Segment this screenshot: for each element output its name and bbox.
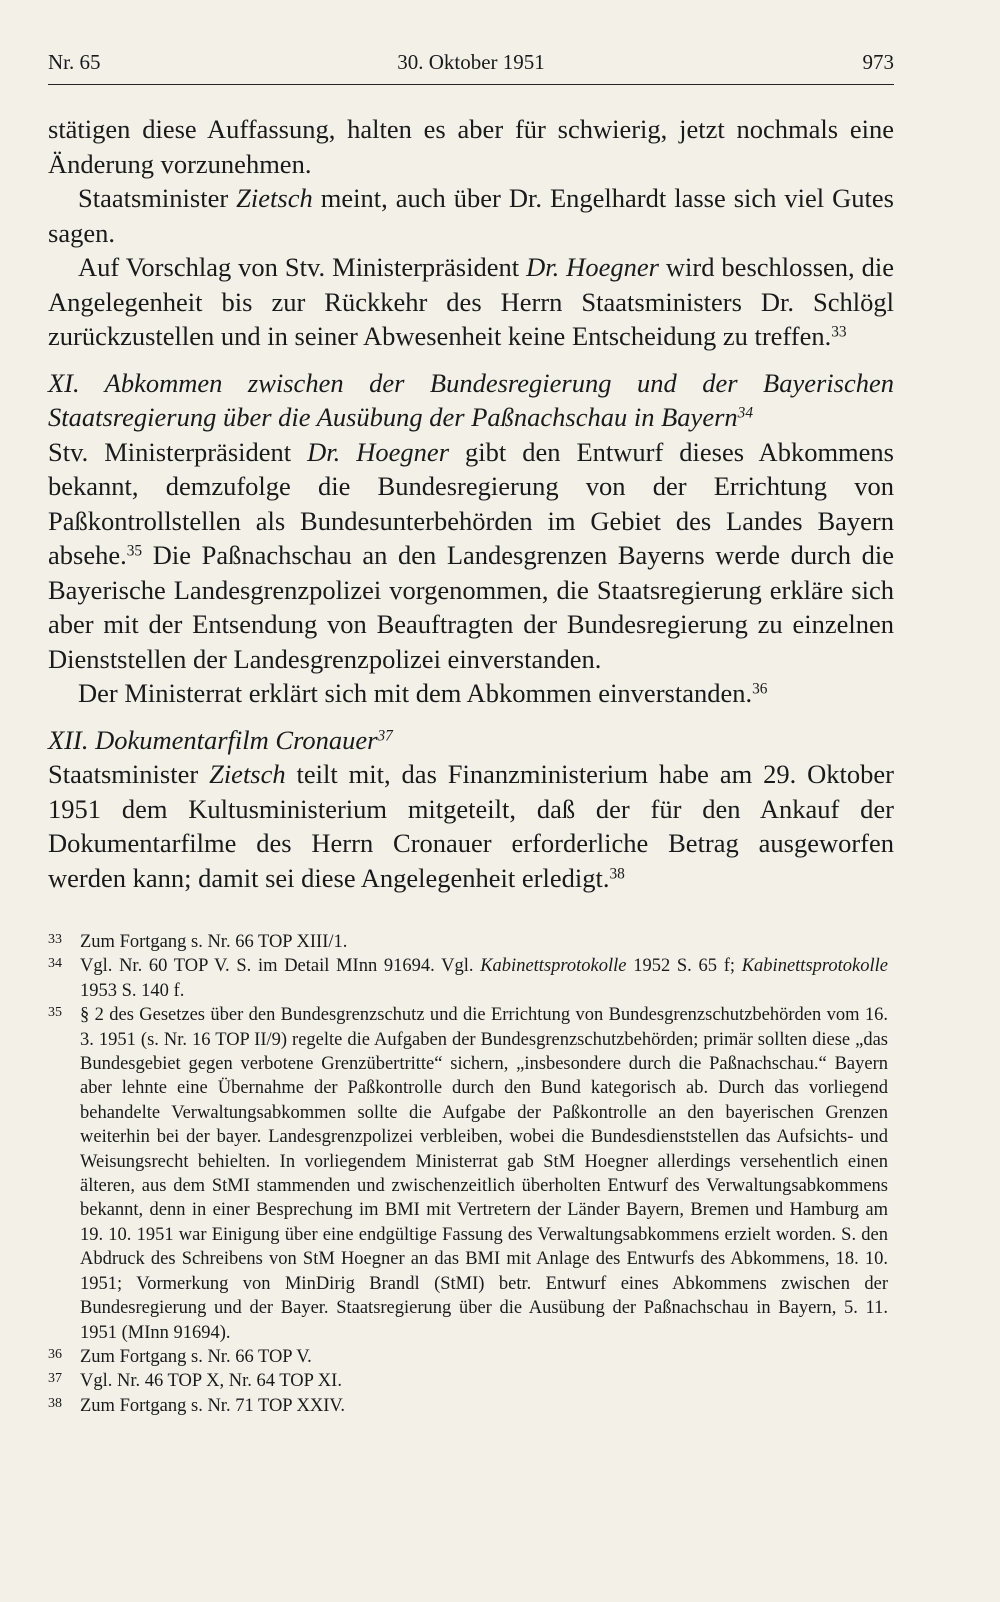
footnote-ref: 33	[831, 323, 847, 341]
footnote-ref: 35	[126, 542, 143, 560]
main-text	[48, 112, 894, 895]
paragraph: Stv. Ministerpräsident Dr. Hoegner gibt den Entwurf dieses Abkommens bekannt, demzufolge die Bundesregierung von der Errichtung von Paßkontrollstellen als Bundesunterbehörden im Gebiet des Landes Bayern absehe.$^{35}$ Die Paßnachschau an den Landesgrenzen Bayerns werde durch die Bayerische Landesgrenzpolizei vorgenommen, die Staatsregierung erkläre sich aber mit der Entsendung von Beauftragten der Bundesregierung zu einzelnen Dienststellen der Landesgrenzpolizei einverstanden.	[48, 436, 894, 674]
footnote-ref: 34	[737, 404, 754, 422]
footnote-ref: 37	[377, 727, 393, 745]
paragraph: Staatsminister Zietsch teilt mit, das Finanzministerium habe am 29. Oktober 1951 dem Kultusministerium mitgeteilt, daß der für den Ankauf der Dokumentarfilme des Herrn Cronauer erforderliche Betrag ausgeworfen werden kann; damit sei diese Angelegenheit erledigt.$^{38}$	[48, 759, 895, 893]
footnote-36: 36 Zum Fortgang s. Nr. 66 TOP V.	[48, 1346, 312, 1367]
header-date: 30. Oktober 1951	[397, 50, 545, 74]
footnote-35: 35 § 2 des Gesetzes über den Bundesgrenzschutz und die Errichtung von Bundesgrenzschutzbehörden vom 16. 3. 1951 (s. Nr. 16 TOP II/9) regelte die Aufgaben der Bundesgrenzschutzbehörden; primär sollten diese „das Bundesgebiet gegen verbotene Grenzübertritte“ sichern, „insbesondere durch die Paßnachschau.“ Bayern aber lehnte eine Übernahme der Paßkontrolle durch den Bund kategorisch ab. Durch das vorliegend behandelte Verwaltungsabkommen sollte die Aufgabe der Paßkontrolle an den bayerischen Grenzen weiterhin bei der bayer. Landesgrenzpolizei verbleiben, wobei die Bundesdienststellen das Aufsichts- und Weisungsrecht behielten. In vorliegendem Ministerrat gab StM Hoegner allerdings versehentlich einen älteren, aus dem StMI stammenden und zwischenzeitlich überholten Entwurf des Verwaltungsabkommens bekannt, denn in einer Besprechung im BMI mit Vertretern der Länder Bayern, Bremen und Hamburg am 19. 10. 1951 war Einigung über eine endgültige Fassung des Verwaltungsabkommens erzielt worden. S. den Abdruck des Schreibens von StM Hoegner an das BMI mit Anlage des Entwurfs des Abkommens, 18. 10. 1951; Vormerkung von MinDirig Brandl (StMI) betr. Entwurf eines Abkommens zwischen der Bundesregierung und der Bayer. Staatsregierung über die Ausübung der Paßnachschau in Bayern, 5. 11. 1951 (MInn 91694).	[48, 1005, 888, 1343]
page-header	[48, 44, 894, 85]
person-name: Dr. Hoegner	[307, 436, 450, 467]
footnote-ref: 36	[752, 680, 768, 698]
paragraph: Der Ministerrat erklärt sich mit dem Abkommen einverstanden.$^{36}$	[78, 678, 768, 708]
footnote-38: 38 Zum Fortgang s. Nr. 71 TOP XXIV.	[48, 1395, 346, 1416]
footnote-ref: 38	[609, 865, 625, 883]
footnote-37: 37 Vgl. Nr. 46 TOP X, Nr. 64 TOP XI.	[48, 1371, 342, 1392]
page-number: 973	[862, 50, 894, 74]
section-heading-xii: XII. Dokumentarfilm Cronauer$^{37}$	[48, 724, 393, 755]
person-name: Dr. Hoegner	[526, 252, 659, 282]
person-name: Zietsch	[209, 759, 286, 789]
paragraph: stätigen diese Auffassung, halten es aber für schwierig, jetzt nochmals eine Änderung vorzunehmen.	[48, 114, 894, 179]
footnote-33: 33 Zum Fortgang s. Nr. 66 TOP XIII/1.	[48, 932, 348, 952]
paragraph: Staatsminister Zietsch meint, auch über Dr. Engelhardt lasse sich viel Gutes sagen.	[48, 183, 894, 248]
paragraph: Auf Vorschlag von Stv. Ministerpräsident Dr. Hoegner wird beschlossen, die Angelegenheit bis zur Rückkehr des Herrn Staatsministers Dr. Schlögl zurückzustellen und in seiner Abwesenheit keine Entscheidung zu treffen.$^{33}$	[48, 252, 894, 351]
section-heading-xi: XI. Abkommen zwischen der Bundesregierung und der Bayerischen Staatsregierung über die Ausübung der Paßnachschau in Bayern$^{34}$	[48, 367, 894, 432]
document-number: Nr. 65	[48, 50, 101, 74]
person-name: Zietsch	[236, 183, 313, 213]
footnote-34: 34 Vgl. Nr. 60 TOP V. S. im Detail MInn 91694. Vgl. Kabinettsprotokolle 1952 S. 65 f; Kabinettsprotokolle 1953 S. 140 f.	[48, 956, 888, 1001]
footnotes	[48, 930, 888, 1418]
